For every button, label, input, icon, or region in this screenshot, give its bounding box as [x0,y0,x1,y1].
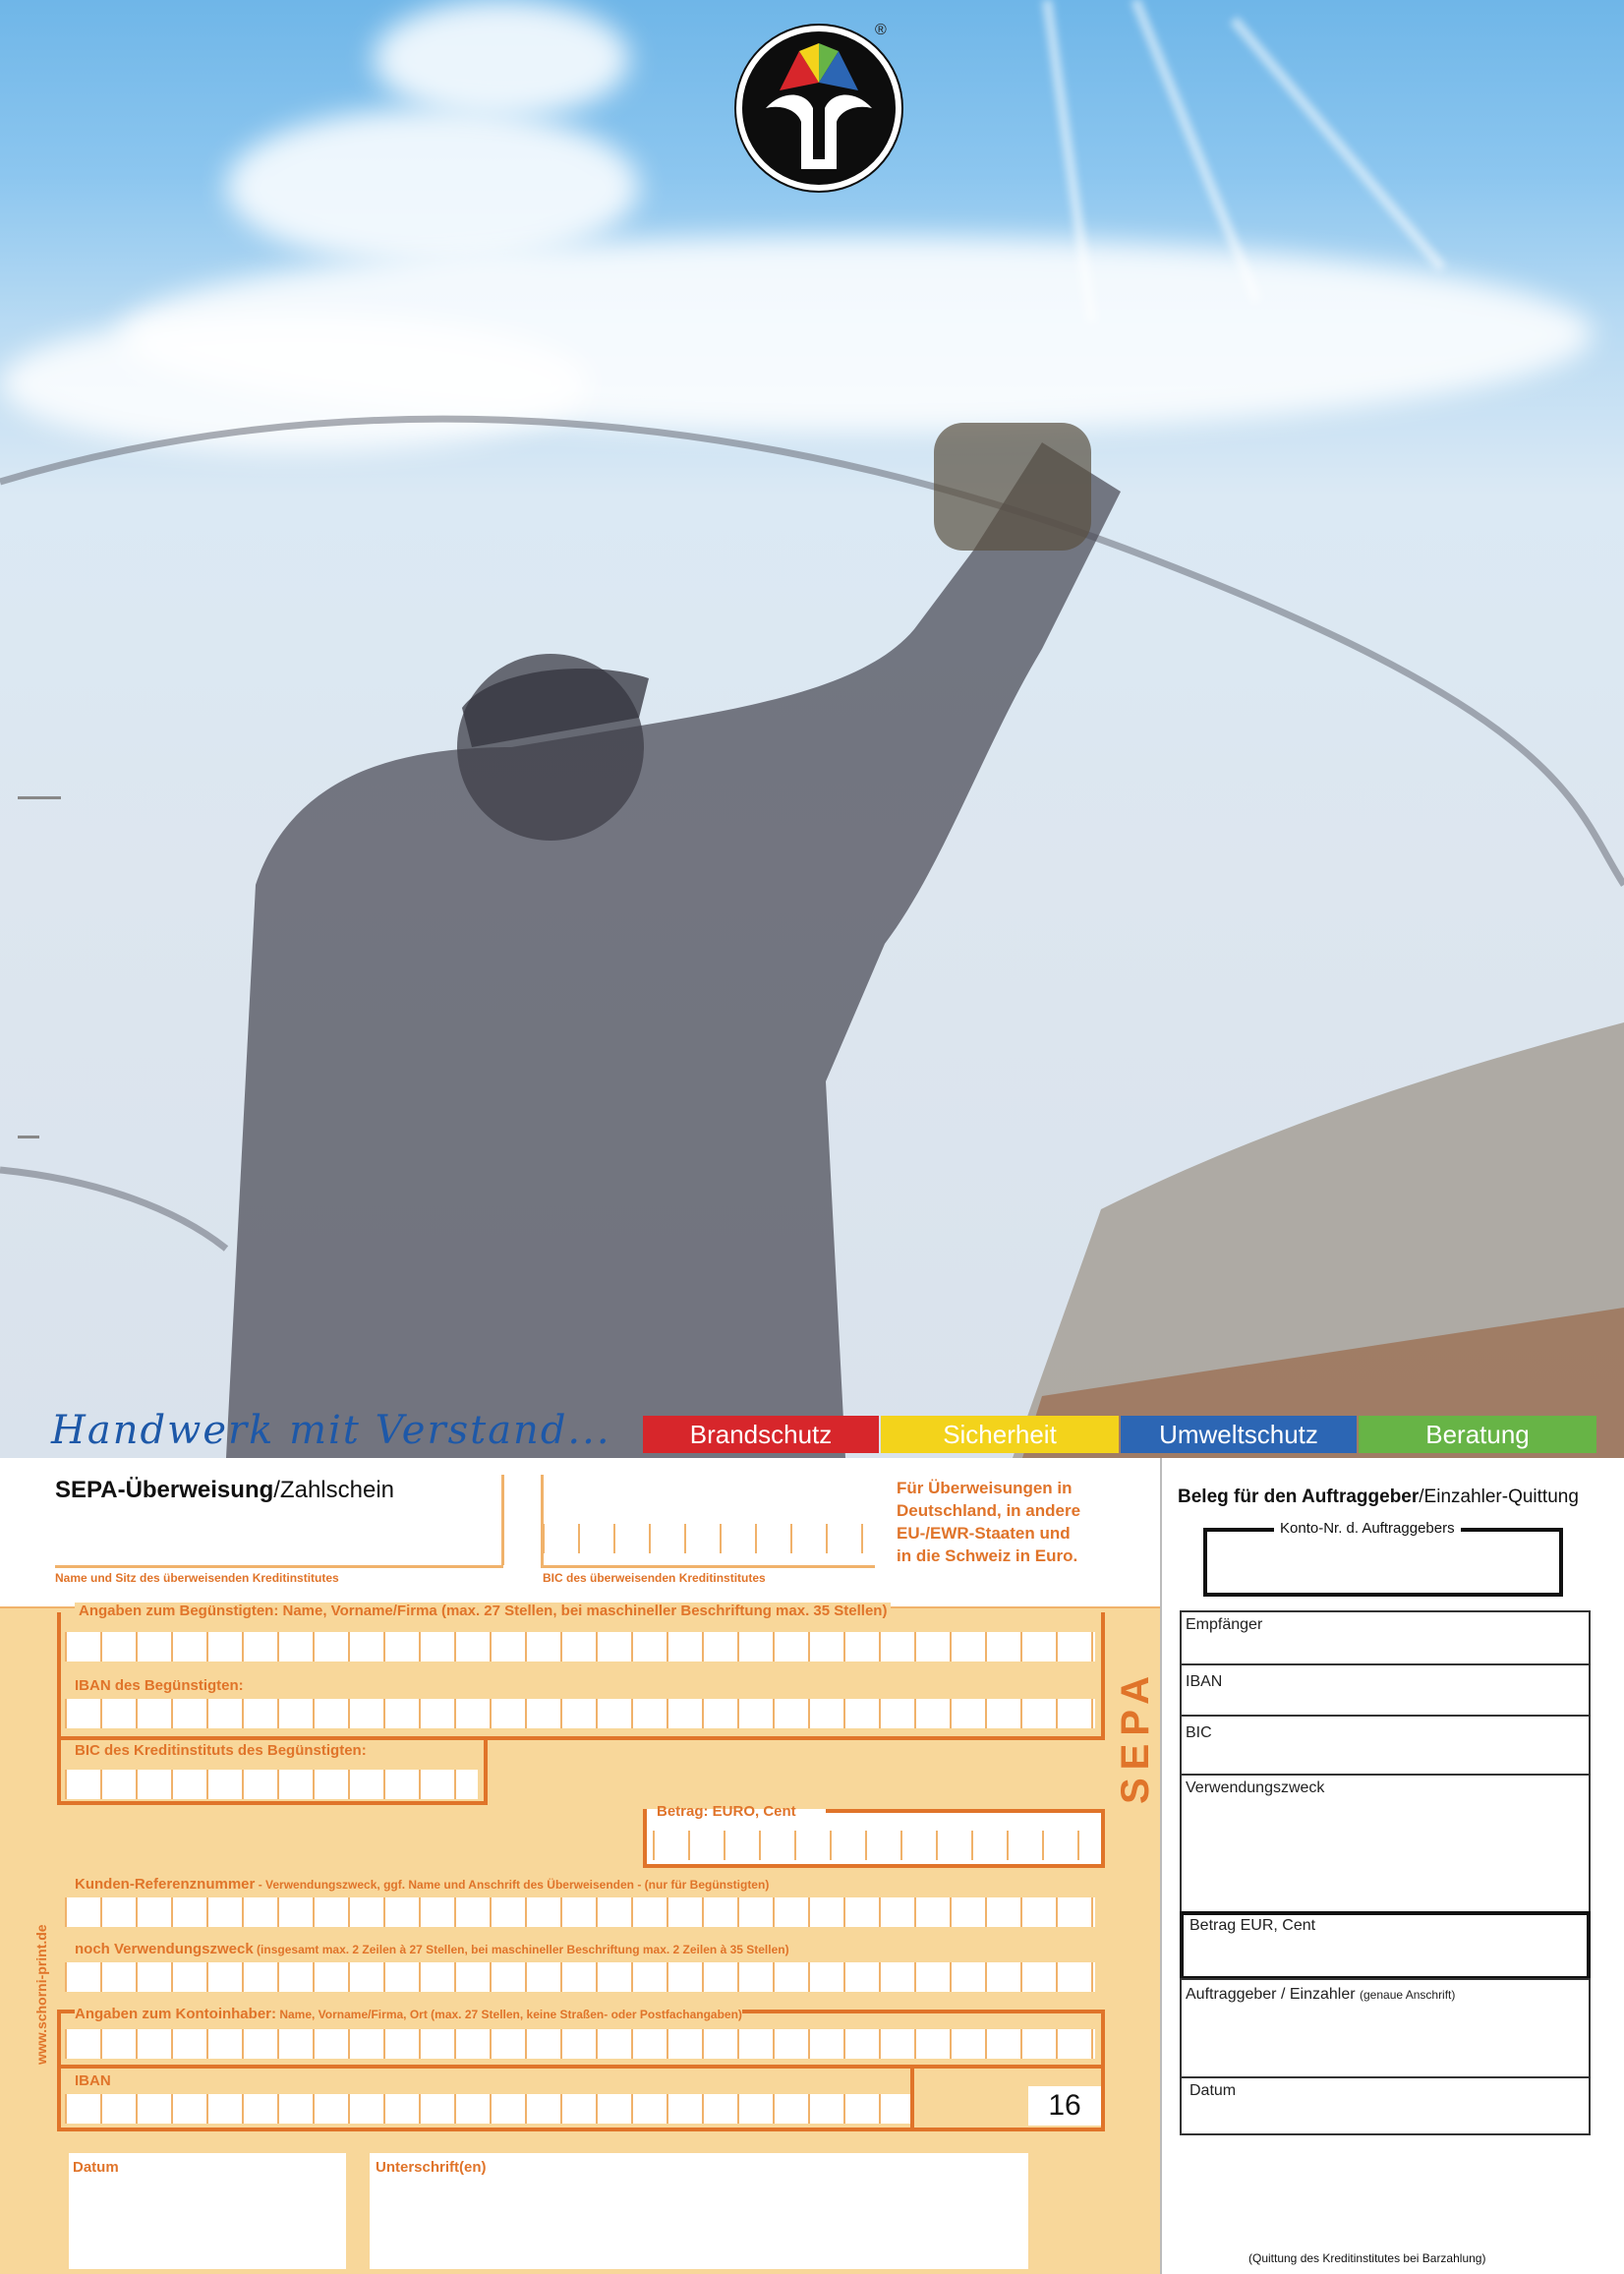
slogan: Handwerk mit Verstand... [51,1408,611,1453]
receipt-title-rest: /Einzahler-Quittung [1419,1487,1579,1507]
amount-label: Betrag: EURO, Cent [657,1803,796,1820]
form-title-rest: /Zahlschein [273,1477,394,1503]
chimney-sweep-guild-logo-icon [736,26,901,191]
euro-notice [897,1477,1132,1567]
iban-input[interactable] [65,2094,910,2124]
receipt-amount-label: Betrag EUR, Cent [1189,1917,1316,1934]
perforation-line [1160,1458,1162,2274]
sepa-vertical-label: SEPA [1114,1668,1157,1804]
form-title-bold: SEPA-Überweisung [55,1477,274,1503]
receipt-title [1178,1487,1579,1508]
category-label: Sicherheit [943,1420,1057,1449]
category-label: Brandschutz [689,1420,833,1449]
bic-beneficiary-label: BIC des Kreditinstituts des Begünstigten: [75,1742,367,1759]
fold-mark [18,1136,39,1138]
bank-bic-input[interactable] [543,1524,875,1553]
account-holder-label-bold: Angaben zum Kontoinhaber: [75,2006,276,2022]
payer-label-main: Auftraggeber / Einzahler [1186,1986,1356,2003]
category-brandschutz [643,1416,879,1453]
receipt-iban-label: IBAN [1186,1673,1223,1690]
reference-label [75,1876,769,1893]
payer-label [1186,1986,1455,2004]
divider [910,2065,914,2131]
signature-label: Unterschrift(en) [376,2159,487,2176]
receipt-date-field[interactable] [1180,2076,1591,2135]
notice-line: Für Überweisungen in [897,1479,1073,1497]
purpose-label [75,1941,789,1957]
category-sicherheit [881,1416,1119,1453]
code-number: 16 [1028,2086,1101,2126]
divider [484,1736,488,1805]
receipt-date-label: Datum [1189,2082,1237,2099]
receipt-footer-note: (Quittung des Kreditinstitutes bei Barzahlung) [1248,2251,1486,2265]
date-label: Datum [73,2159,119,2176]
reference-input[interactable] [65,1897,1095,1927]
receipt-purpose-label: Verwendungszweck [1186,1779,1325,1796]
fold-mark [18,796,61,799]
receipt-title-bold: Beleg für den Auftraggeber [1178,1487,1420,1507]
divider [826,1809,1105,1813]
account-holder-input[interactable] [65,2029,1095,2059]
bic-beneficiary-input[interactable] [65,1770,478,1799]
notice-line: EU-/EWR-Staaten und [897,1524,1071,1543]
receipt-bic-field[interactable] [1180,1715,1591,1776]
bank-bic-label: BIC des überweisenden Kreditinstitutes [543,1571,766,1585]
registered-mark: ® [875,22,887,38]
divider [541,1565,875,1568]
account-holder-label-rest: Name, Vorname/Firma, Ort (max. 27 Stellen, keine Straßen- oder Postfachangaben) [276,2008,742,2021]
divider [501,1475,504,1565]
reference-label-rest: - Verwendungszweck, ggf. Name und Anschrift des Überweisenden - (nur für Begünstigten) [255,1878,770,1892]
form-title [55,1477,394,1504]
amount-ticks [653,1831,1099,1860]
purpose-label-rest: (insgesamt max. 2 Zeilen à 27 Stellen, bei maschineller Beschriftung max. 2 Zeilen à 35 Stellen) [253,1943,789,1956]
iban-beneficiary-label: IBAN des Begünstigten: [75,1677,244,1694]
website-label: www.schorni-print.de [33,1924,49,2065]
category-label: Umweltschutz [1159,1420,1318,1449]
purpose-input[interactable] [65,1962,1095,1992]
divider [55,1565,503,1568]
notice-line: in die Schweiz in Euro. [897,1546,1078,1565]
purpose-label-bold: noch Verwendungszweck [75,1941,254,1957]
divider [541,1475,544,1567]
receipt-bic-label: BIC [1186,1724,1212,1741]
recipient-label: Empfänger [1186,1616,1263,1633]
notice-line: Deutschland, in andere [897,1501,1081,1520]
account-number-label: Konto-Nr. d. Auftraggebers [1274,1520,1461,1537]
category-umweltschutz [1121,1416,1357,1453]
category-beratung [1359,1416,1596,1453]
bank-name-label: Name und Sitz des überweisenden Kreditinstitutes [55,1571,339,1585]
reference-label-bold: Kunden-Referenznummer [75,1876,256,1893]
beneficiary-name-input[interactable] [65,1632,1095,1662]
account-holder-label [75,2006,742,2022]
receipt-iban-field[interactable] [1180,1663,1591,1717]
iban-label: IBAN [75,2072,111,2089]
beneficiary-label: Angaben zum Begünstigten: Name, Vorname/Firma (max. 27 Stellen, bei maschineller Beschriftung max. 35 Stellen) [75,1603,891,1619]
category-label: Beratung [1425,1420,1530,1449]
band-fill [484,1740,1105,1805]
iban-beneficiary-input[interactable] [65,1699,1095,1728]
payer-label-note: (genaue Anschrift) [1360,1988,1456,2002]
account-number-field[interactable] [1203,1528,1563,1597]
